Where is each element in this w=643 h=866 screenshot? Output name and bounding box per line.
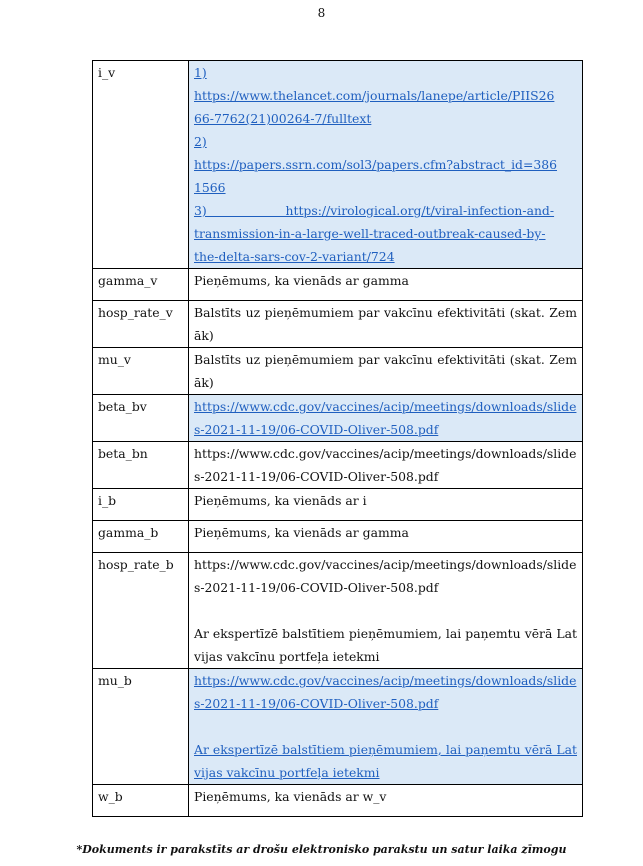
param-name: beta_bn (93, 442, 189, 489)
param-name: hosp_rate_b (93, 553, 189, 669)
param-source (189, 61, 583, 269)
source-link[interactable]: transmission-in-a-large-well-traced-outbreak-caused-by- (194, 226, 546, 241)
param-source: Pieņēmums, ka vienāds ar gamma (189, 269, 583, 301)
param-name: beta_bv (93, 395, 189, 442)
param-name: hosp_rate_v (93, 301, 189, 348)
source-link[interactable]: Ar ekspertīzē balstītiem pieņēmumiem, lai paņemtu vērā Latvijas vakcīnu portfeļa ietekmi (194, 742, 577, 780)
source-link[interactable]: 66-7762(21)00264-7/fulltext (194, 111, 372, 126)
table-row (93, 301, 583, 348)
spacer (194, 715, 577, 738)
param-source: Pieņēmums, ka vienāds ar w_v (189, 785, 583, 817)
param-source (189, 669, 583, 785)
param-source: Pieņēmums, ka vienāds ar gamma (189, 521, 583, 553)
param-name: w_b (93, 785, 189, 817)
param-name: gamma_b (93, 521, 189, 553)
source-note: Ar ekspertīzē balstītiem pieņēmumiem, lai paņemtu vērā Latvijas vakcīnu portfeļa ietekmi (194, 626, 577, 664)
param-source (189, 553, 583, 669)
table-row (93, 269, 583, 301)
table-row (93, 669, 583, 785)
table-row (93, 442, 583, 489)
signature-footer: *Dokuments ir parakstīts ar drošu elektronisko parakstu un satur laika zīmogu (76, 843, 567, 856)
parameter-table (92, 60, 583, 817)
spacer (194, 599, 577, 622)
param-source (189, 395, 583, 442)
source-link[interactable]: 3) https://virological.org/t/viral-infection-and- (194, 203, 555, 218)
param-source: https://www.cdc.gov/vaccines/acip/meetings/downloads/slides-2021-11-19/06-COVID-Oliver-508.pdf (189, 442, 583, 489)
source-link[interactable]: https://www.thelancet.com/journals/lanepe/article/PIIS26 (194, 88, 555, 103)
source-link[interactable]: https://www.cdc.gov/vaccines/acip/meetings/downloads/slides-2021-11-19/06-COVID-Oliver-508.pdf (194, 399, 577, 437)
table-row (93, 785, 583, 817)
table-row (93, 489, 583, 521)
param-name: i_b (93, 489, 189, 521)
param-source: Balstīts uz pieņēmumiem par vakcīnu efektivitāti (skat. Zemāk) (189, 348, 583, 395)
table-row (93, 553, 583, 669)
param-name: mu_v (93, 348, 189, 395)
param-source: Pieņēmums, ka vienāds ar i (189, 489, 583, 521)
table-row (93, 395, 583, 442)
param-name: mu_b (93, 669, 189, 785)
source-link[interactable]: the-delta-sars-cov-2-variant/724 (194, 249, 395, 264)
source-link[interactable]: https://papers.ssrn.com/sol3/papers.cfm?abstract_id=386 (194, 157, 558, 172)
source-link[interactable]: 1) (194, 65, 207, 80)
source-link[interactable]: https://www.cdc.gov/vaccines/acip/meetings/downloads/slides-2021-11-19/06-COVID-Oliver-508.pdf (194, 673, 577, 711)
param-source: Balstīts uz pieņēmumiem par vakcīnu efektivitāti (skat. Zemāk) (189, 301, 583, 348)
source-link[interactable]: 1566 (194, 180, 226, 195)
table-row (93, 61, 583, 269)
source-link[interactable]: 2) (194, 134, 207, 149)
table-row (93, 348, 583, 395)
table-row (93, 521, 583, 553)
source-url: https://www.cdc.gov/vaccines/acip/meetings/downloads/slides-2021-11-19/06-COVID-Oliver-508.pdf (194, 557, 577, 595)
param-name: i_v (93, 61, 189, 269)
page-number: 8 (317, 6, 326, 20)
param-name: gamma_v (93, 269, 189, 301)
